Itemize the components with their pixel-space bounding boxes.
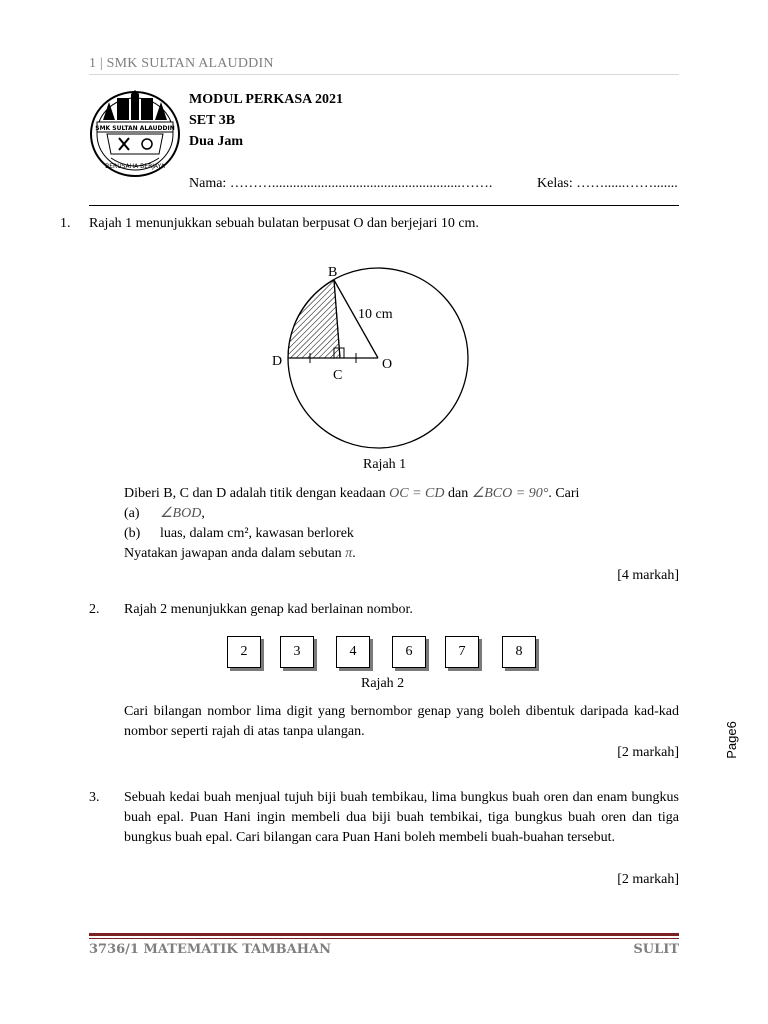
q1-part-a xyxy=(124,504,140,524)
q2-marks: [2 markah] xyxy=(617,745,679,760)
q1-given-prefix: Diberi B, C dan D adalah titik dengan keadaan xyxy=(124,486,386,501)
q1-number: 1. xyxy=(60,216,71,231)
label-O: O xyxy=(382,357,393,372)
q1-given-math1: OC = CD xyxy=(389,486,445,501)
q1-caption: Rajah 1 xyxy=(363,457,407,472)
q2-intro: Rajah 2 menunjukkan genap kad berlainan nombor. xyxy=(124,602,413,617)
title-rule xyxy=(89,205,679,206)
q1-instruction xyxy=(124,544,356,564)
number-card-8: 8 xyxy=(502,636,536,668)
footer-classification: SULIT xyxy=(633,942,679,957)
label-B: B xyxy=(328,265,338,280)
q1-part-b-label: (b) xyxy=(124,526,141,541)
q1-part-a-suffix: , xyxy=(201,506,205,521)
q1-diagram xyxy=(260,258,480,458)
logo-bottom-text: BERUSAHA BERJAYA xyxy=(105,163,165,170)
q1-part-a-label: (a) xyxy=(124,506,140,521)
number-card-3: 3 xyxy=(280,636,314,668)
q1-given xyxy=(124,484,579,504)
q3-number: 3. xyxy=(89,790,100,805)
q1-instruction-math: π xyxy=(345,546,353,561)
q1-part-b-text: luas, dalam cm², kawasan berlorek xyxy=(160,526,354,541)
q2-number: 2. xyxy=(89,602,100,617)
q1-part-a-math: ∠BOD xyxy=(160,506,202,521)
school-logo xyxy=(89,88,181,180)
footer-bar-thick xyxy=(89,933,679,936)
q1-intro: Rajah 1 menunjukkan sebuah bulatan berpusat O dan berjejari 10 cm. xyxy=(89,216,479,231)
label-D: D xyxy=(272,354,283,369)
number-card-7: 7 xyxy=(445,636,479,668)
q3-marks: [2 markah] xyxy=(617,872,679,887)
q1-marks: [4 markah] xyxy=(617,568,679,583)
name-field[interactable]: Nama: ………......................................................……. xyxy=(189,176,493,191)
running-header: 1 | SMK SULTAN ALAUDDIN xyxy=(89,56,274,71)
shaded-region xyxy=(288,280,340,358)
footer-bar-thin xyxy=(89,938,679,939)
q1-part-a-body xyxy=(160,504,205,524)
q1-given-math2: ∠BCO = 90° xyxy=(471,486,549,501)
q1-instruction-text: Nyatakan jawapan anda dalam sebutan xyxy=(124,546,342,561)
side-page-number: Page6 xyxy=(724,721,739,759)
module-duration: Dua Jam xyxy=(189,134,244,149)
number-card-6: 6 xyxy=(392,636,426,668)
q2-caption: Rajah 2 xyxy=(361,676,405,691)
q1-given-suffix: . Cari xyxy=(548,486,580,501)
q3-text: Sebuah kedai buah menjual tujuh biji buah tembikau, lima bungkus buah oren dan enam bungkus buah epal. Puan Hani ingin membeli dua biji buah tembikai, tiga bungkus buah oren dan tiga bungkus buah epal. Cari bilangan cara Puan Hani boleh membeli buah-buahan tersebut. xyxy=(124,790,679,845)
number-card-4: 4 xyxy=(336,636,370,668)
q2-question: Cari bilangan nombor lima digit yang bernombor genap yang boleh dibentuk daripada kad-kad nombor seperti rajah di atas tanpa ulangan. xyxy=(124,704,679,739)
q1-given-and: dan xyxy=(447,486,469,501)
class-field[interactable]: Kelas: ……......……....... xyxy=(537,176,678,191)
footer-subject: 3736/1 MATEMATIK TAMBAHAN xyxy=(89,942,331,957)
module-title: MODUL PERKASA 2021 xyxy=(189,92,344,107)
label-C: C xyxy=(333,368,343,383)
radius-label: 10 cm xyxy=(358,307,393,322)
q1-instruction-end: . xyxy=(352,546,356,561)
header-divider xyxy=(89,74,679,75)
number-card-2: 2 xyxy=(227,636,261,668)
logo-top-text: SMK SULTAN ALAUDDIN xyxy=(95,125,175,132)
module-set: SET 3B xyxy=(189,113,236,128)
